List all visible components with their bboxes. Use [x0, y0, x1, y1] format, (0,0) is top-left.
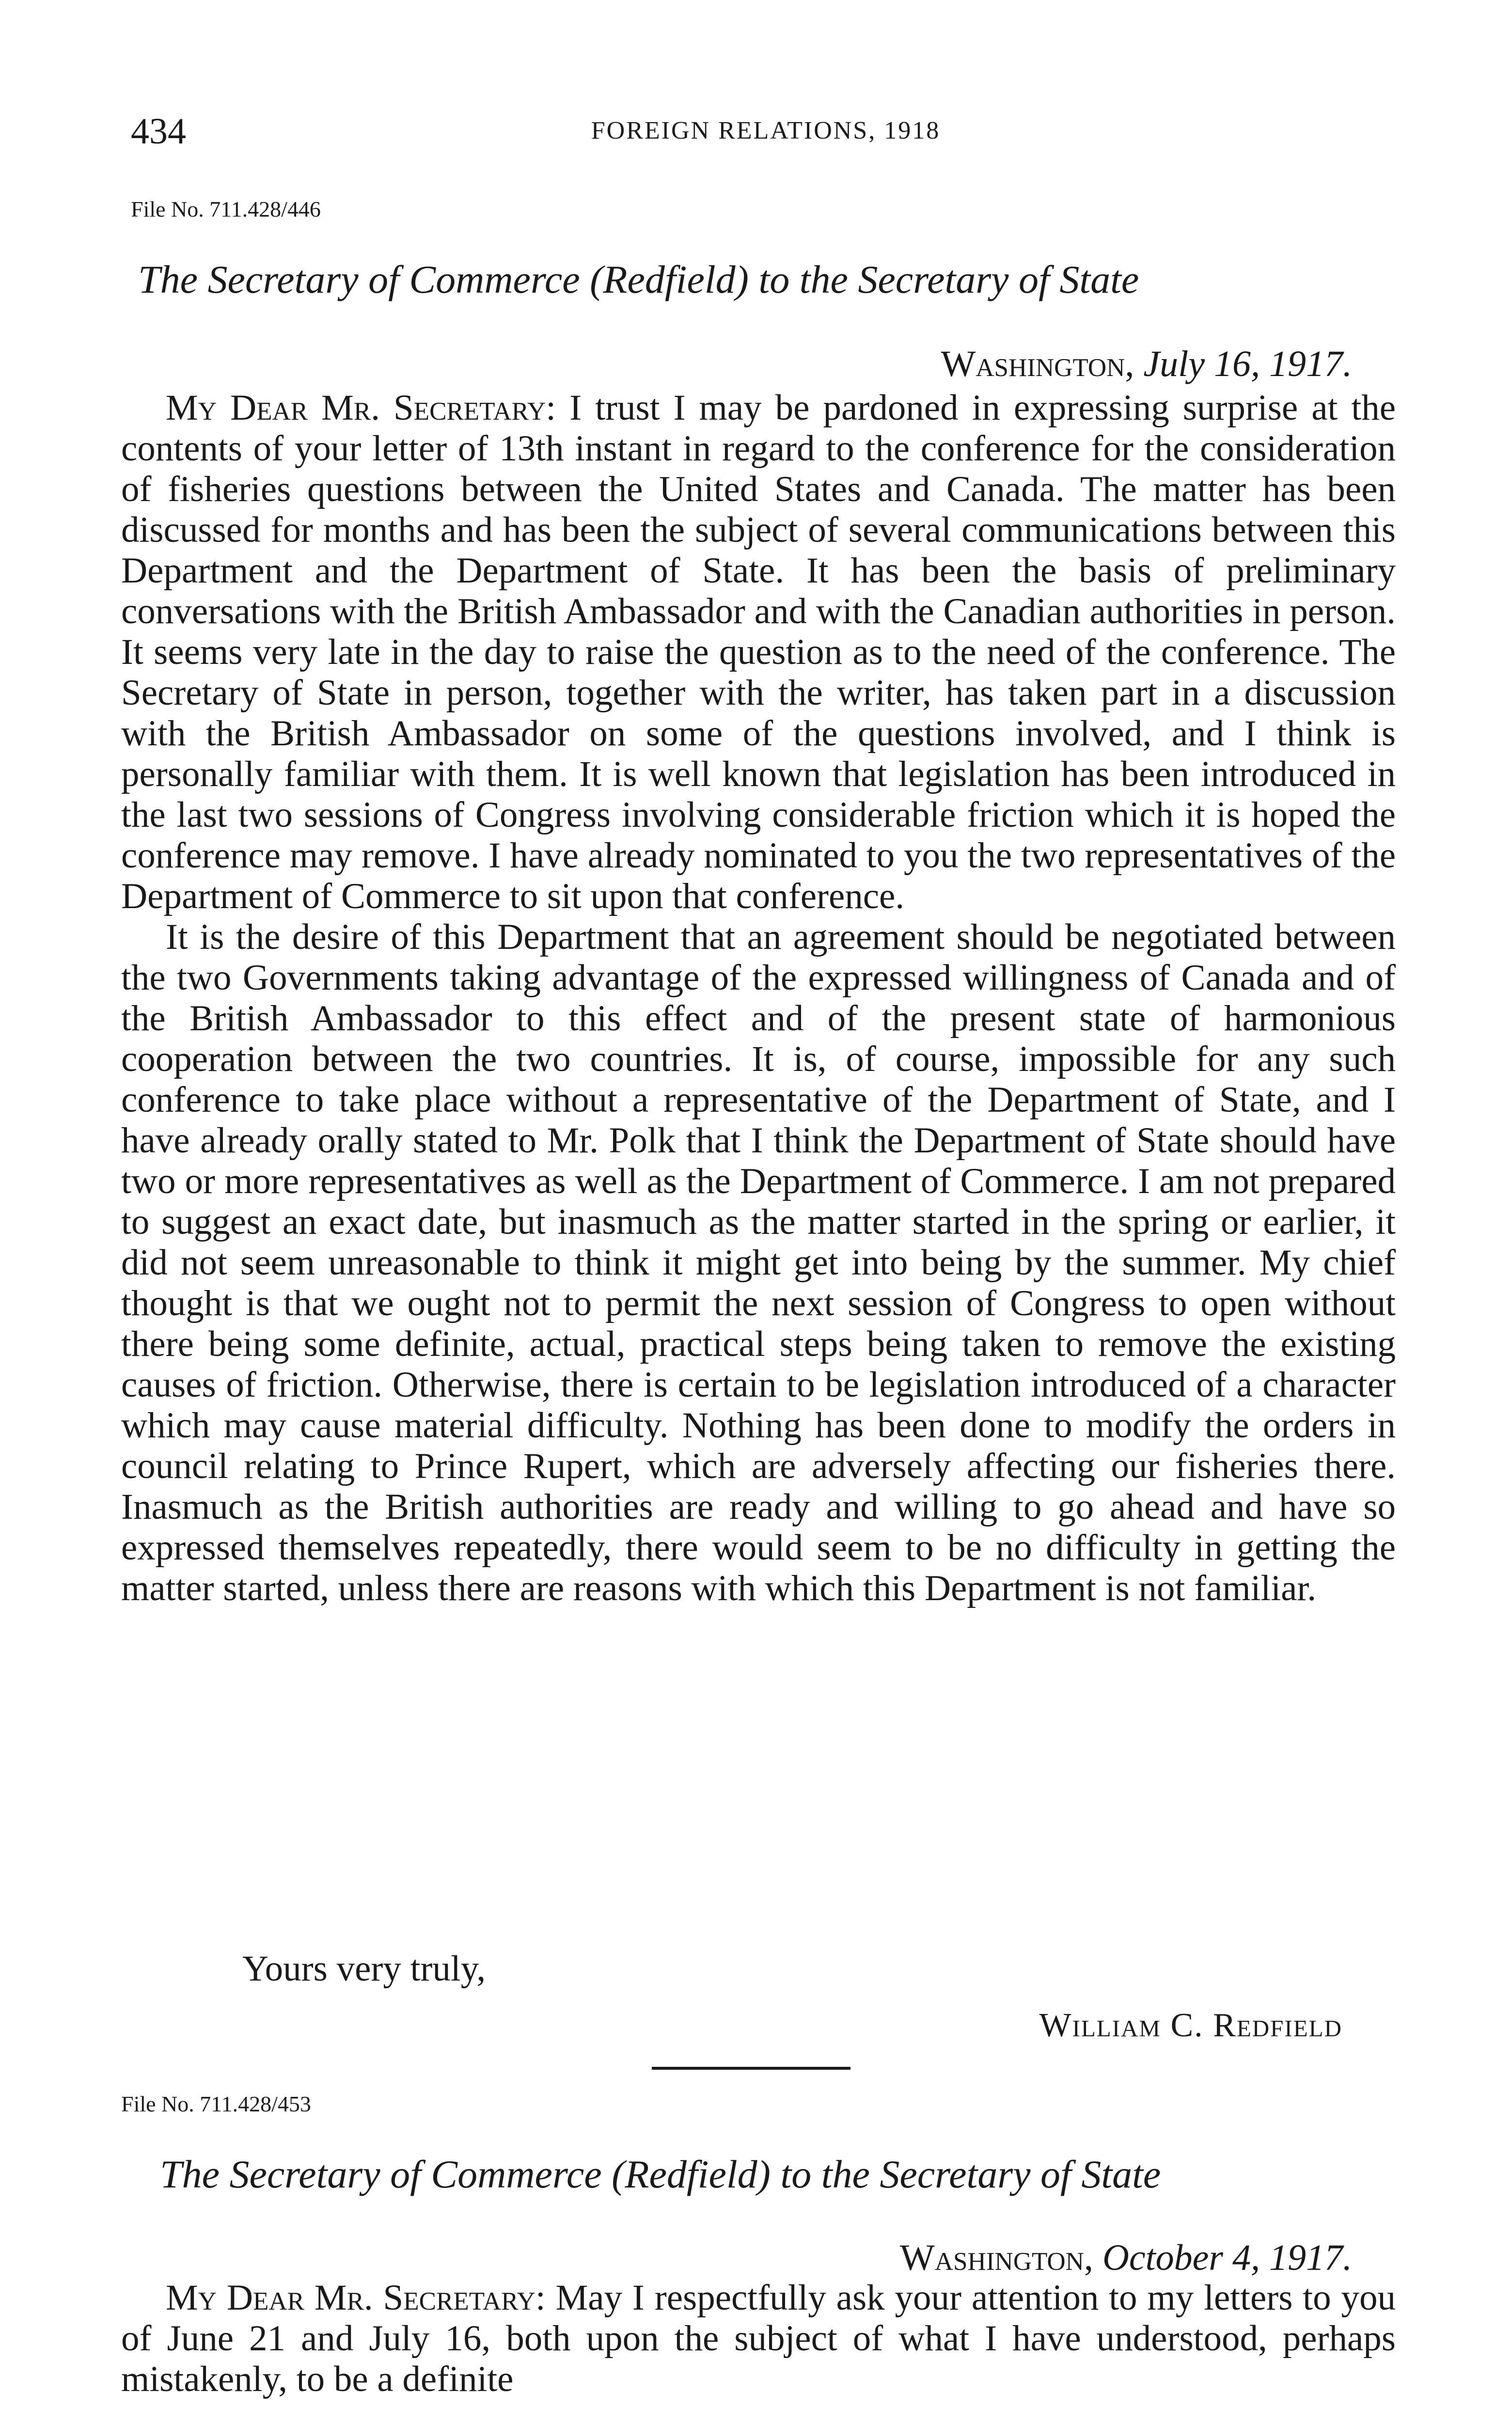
paragraph-text: I trust I may be pardoned in expressing surprise at the contents of your letter of 13th instant in regard to the conference for the consideration of fisheries questions between the United States and Canada. The matter has been discussed for months and has been the subject of several communications between this Department and the Department of State. It has been the basis of preliminary conversations with the British Ambassador and with the Canadian authorities in person. It seems very late in the day to raise the question as to the need of the conference. The Secretary of State in person, together with the writer, has taken part in a discussion with the British Ambassador on some of the questions involved, and I think is personally familiar with them. It is well known that legislation has been introduced in the last two sessions of Congress involving considerable friction which it is hoped the conference may remove. I have already nominated to you the two representatives of the Department of Commerce to sit upon that conference.: [121, 388, 1396, 916]
dateline-place: Washington,: [941, 344, 1134, 384]
letter-body: [121, 388, 1396, 1609]
document-title: The Secretary of Commerce (Redfield) to the Secretary of State: [160, 2152, 1161, 2196]
salutation: My Dear Mr. Secretary:: [166, 2278, 546, 2318]
running-title: FOREIGN RELATIONS, 1918: [591, 117, 941, 144]
dateline: [941, 343, 1352, 385]
dateline-date: July 16, 1917.: [1143, 344, 1352, 384]
paragraph: [121, 388, 1396, 917]
section-divider: [652, 2067, 850, 2070]
letter-body: [121, 2278, 1396, 2400]
closing: Yours very truly,: [242, 1949, 486, 1989]
page-header: [131, 110, 1401, 159]
signature: William C. Redfield: [1039, 2007, 1342, 2044]
salutation: My Dear Mr. Secretary:: [166, 388, 556, 428]
paragraph: It is the desire of this Department that an agreement should be negotiated between the two Governments taking advantage of the expressed willingness of Canada and of the British Ambassador to this effect and of the present state of harmonious cooperation between the two countries. It is, of course, impossible for any such conference to take place without a representative of the Department of State, and I have already orally stated to Mr. Polk that I think the Department of State should have two or more representatives as well as the Department of Commerce. I am not prepared to suggest an exact date, but inasmuch as the matter started in the spring or earlier, it did not seem unreasonable to think it might get into being by the summer. My chief thought is that we ought not to permit the next session of Congress to open without there being some definite, actual, practical steps being taken to remove the existing causes of friction. Otherwise, there is certain to be legislation introduced of a character which may cause material difficulty. Nothing has been done to modify the orders in council relating to Prince Rupert, which are adversely affecting our fisheries there. Inasmuch as the British authorities are ready and willing to go ahead and have so expressed themselves repeatedly, there would seem to be no difficulty in getting the matter started, unless there are reasons with which this Department is not familiar.: [121, 917, 1396, 1608]
paragraph-text: May I respectfully ask your attention to my letters to you of June 21 and July 16, both upon the subject of what I have understood, perhaps mistakenly, to be a definite: [121, 2278, 1396, 2399]
file-number: File No. 711.428/453: [121, 2092, 311, 2116]
file-number: File No. 711.428/446: [131, 197, 321, 221]
dateline-date: October 4, 1917.: [1102, 2237, 1352, 2278]
dateline-place: Washington,: [900, 2237, 1093, 2278]
dateline: [900, 2237, 1352, 2279]
document-title: The Secretary of Commerce (Redfield) to the Secretary of State: [138, 257, 1139, 301]
page-number: 434: [131, 111, 186, 152]
paragraph: [121, 2278, 1396, 2400]
